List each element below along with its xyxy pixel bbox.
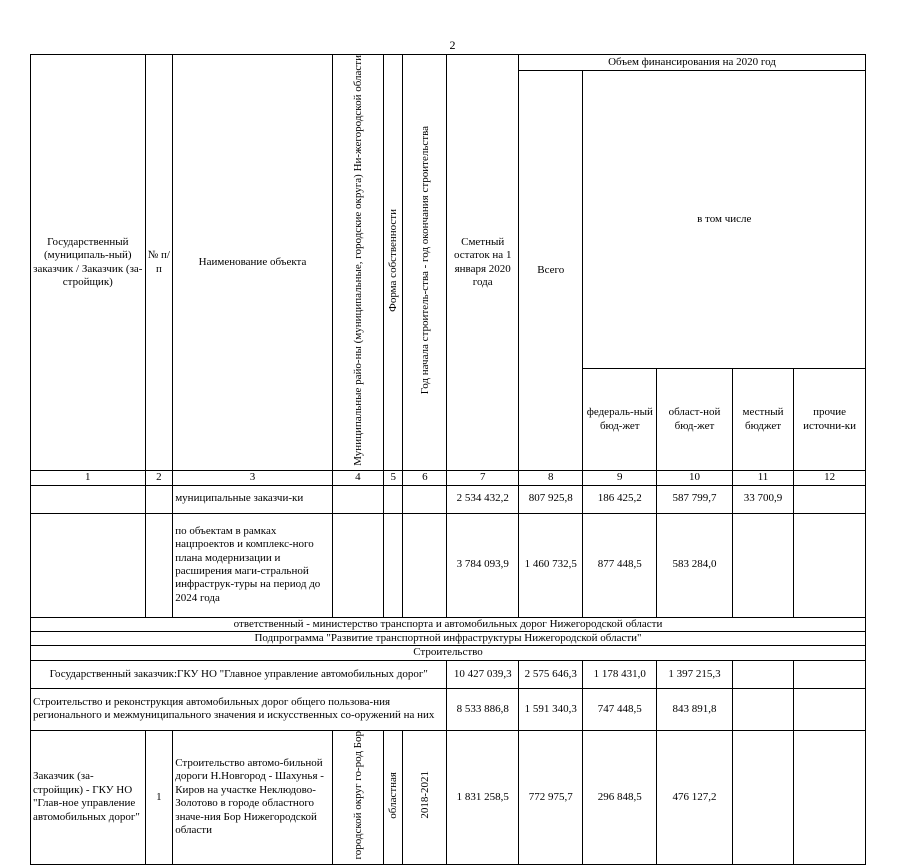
col-index: 6 <box>403 471 447 485</box>
header-municipality: Муниципальные райо-ны (муниципальные, городские округа) Ни-жегородской области <box>332 55 383 471</box>
cell-estimate: 3 784 093,9 <box>447 513 519 617</box>
col-index: 7 <box>447 471 519 485</box>
header-total: Всего <box>519 71 583 471</box>
financing-table <box>30 54 866 865</box>
cell-federal: 296 848,5 <box>583 730 657 864</box>
row-name: Государственный заказчик:ГКУ НО "Главное управление автомобильных дорог" <box>31 660 447 688</box>
cell-federal: 747 448,5 <box>583 688 657 730</box>
cell-estimate: 2 534 432,2 <box>447 485 519 513</box>
header-federal: федераль-ный бюд-жет <box>583 369 657 471</box>
cell-total: 1 591 340,3 <box>519 688 583 730</box>
header-years: Год начала строитель-ства - год окончания строительства <box>403 55 447 471</box>
page-number: 2 <box>449 38 456 52</box>
cell-estimate: 1 831 258,5 <box>447 730 519 864</box>
cell-regional: 1 397 215,3 <box>657 660 733 688</box>
header-estimate-remainder: Сметный остаток на 1 января 2020 года <box>447 55 519 471</box>
table-row <box>31 660 866 688</box>
col-index: 4 <box>332 471 383 485</box>
cell-regional: 587 799,7 <box>657 485 733 513</box>
row-name: по объектам в рамках нацпроектов и комплекс-ного плана модернизации и расширения маги-стральной инфраструк-туры на период до 2024 года <box>173 513 333 617</box>
band-construction: Строительство <box>31 646 866 660</box>
header-ownership: Форма собственности <box>383 55 402 471</box>
table-row <box>31 730 866 864</box>
row-name: Строительство автомо-бильной дороги Н.Новгород - Шахунья - Киров на участке Неклюдово-Золотово в городе областного значе-ния Бор Нижегородской области <box>173 730 333 864</box>
cell-estimate: 8 533 886,8 <box>447 688 519 730</box>
header-funding: Объем финансирования на 2020 год <box>519 55 866 71</box>
col-index: 10 <box>657 471 733 485</box>
cell-federal: 877 448,5 <box>583 513 657 617</box>
band-responsible: ответственный - министерство транспорта и автомобильных дорог Нижегородской области <box>31 617 866 631</box>
band-subprogram: Подпрограмма "Развитие транспортной инфраструктуры Нижегородской области" <box>31 631 866 645</box>
header-including: в том числе <box>583 71 866 369</box>
table-row <box>31 485 866 513</box>
cell-number: 1 <box>145 730 173 864</box>
cell-total: 807 925,8 <box>519 485 583 513</box>
table-row <box>31 688 866 730</box>
col-index: 2 <box>145 471 173 485</box>
header-other: прочие источни-ки <box>794 369 866 471</box>
cell-regional: 476 127,2 <box>657 730 733 864</box>
col-index: 12 <box>794 471 866 485</box>
cell-total: 1 460 732,5 <box>519 513 583 617</box>
cell-ownership: областная <box>383 730 402 864</box>
row-name: муниципальные заказчи-ки <box>173 485 333 513</box>
col-index: 3 <box>173 471 333 485</box>
header-number: № п/п <box>145 55 173 471</box>
cell-municipality: городской округ го-род Бор <box>332 730 383 864</box>
column-index-row <box>31 471 866 485</box>
cell-years: 2018-2021 <box>403 730 447 864</box>
header-customer: Государственный (муниципаль-ный) заказчик / Заказчик (за-стройщик) <box>31 55 146 471</box>
cell-local: 33 700,9 <box>732 485 793 513</box>
col-index: 8 <box>519 471 583 485</box>
cell-regional: 583 284,0 <box>657 513 733 617</box>
header-object-name: Наименование объекта <box>173 55 333 471</box>
header-regional: област-ной бюд-жет <box>657 369 733 471</box>
col-index: 1 <box>31 471 146 485</box>
cell-regional: 843 891,8 <box>657 688 733 730</box>
cell-federal: 186 425,2 <box>583 485 657 513</box>
cell-estimate: 10 427 039,3 <box>447 660 519 688</box>
cell-total: 2 575 646,3 <box>519 660 583 688</box>
header-local: местный бюджет <box>732 369 793 471</box>
col-index: 9 <box>583 471 657 485</box>
cell-federal: 1 178 431,0 <box>583 660 657 688</box>
row-name: Строительство и реконструкция автомобильных дорог общего пользова-ния регионального и межмуниципального значения и искусственных со-оружений на них <box>31 688 447 730</box>
table-row <box>31 513 866 617</box>
col-index: 11 <box>732 471 793 485</box>
col-index: 5 <box>383 471 402 485</box>
cell-total: 772 975,7 <box>519 730 583 864</box>
cell-customer: Заказчик (за-стройщик) - ГКУ НО "Глав-ное управление автомобильных дорог" <box>31 730 146 864</box>
